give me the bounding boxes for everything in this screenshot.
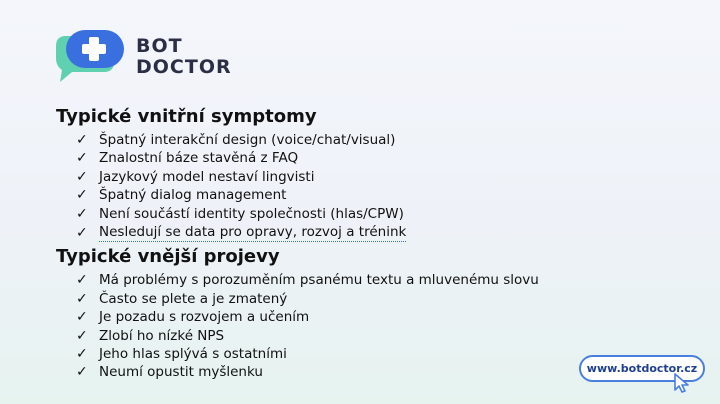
list-item-text: Je pozadu s rozvojem a učením xyxy=(99,309,310,326)
check-icon: ✓ xyxy=(76,290,88,307)
section-title-external: Typické vnější projevy xyxy=(56,246,280,268)
list-item-text: Často se plete a je zmatený xyxy=(99,290,288,307)
check-icon: ✓ xyxy=(76,309,88,326)
check-icon: ✓ xyxy=(76,224,88,241)
list-item-text: Špatný dialog management xyxy=(99,187,287,204)
list-item-text: Znalostní báze stavěná z FAQ xyxy=(99,150,299,167)
list-item xyxy=(76,168,696,186)
list-item xyxy=(76,205,696,223)
list-item xyxy=(76,149,696,167)
slide-content xyxy=(56,106,696,382)
logo-speech-bubble-plus-icon xyxy=(52,28,128,84)
check-icon: ✓ xyxy=(76,364,88,381)
check-icon: ✓ xyxy=(76,346,88,363)
check-icon: ✓ xyxy=(76,205,88,222)
list-item xyxy=(76,223,696,242)
list-item xyxy=(76,186,696,204)
list-item-text: Zlobí ho nízké NPS xyxy=(99,327,225,344)
list-item-text: Jeho hlas splývá s ostatními xyxy=(99,346,287,363)
check-icon: ✓ xyxy=(76,168,88,185)
brand-line-1: BOT xyxy=(136,35,183,57)
brand-line-2: DOCTOR xyxy=(136,56,232,78)
list-item xyxy=(76,271,696,289)
list-item xyxy=(76,131,696,149)
list-item-text: Špatný interakční design (voice/chat/visual) xyxy=(99,132,396,148)
list-item-text: Jazykový model nestaví lingvisti xyxy=(99,168,315,185)
check-icon: ✓ xyxy=(76,272,88,289)
cursor-arrow-icon xyxy=(673,372,693,394)
list-item xyxy=(76,290,696,308)
section-title-internal: Typické vnitřní symptomy xyxy=(56,106,317,127)
website-link[interactable]: www.botdoctor.cz xyxy=(579,355,705,382)
check-icon: ✓ xyxy=(76,132,88,148)
list-item-text: Neumí opustit myšlenku xyxy=(99,364,263,381)
list-item-text: Nesledují se data pro opravy, rozvoj a trénink xyxy=(99,223,406,242)
brand-logo xyxy=(52,28,242,86)
check-icon: ✓ xyxy=(76,187,88,204)
list-item xyxy=(76,308,696,326)
list-item-text: Má problémy s porozuměním psanému textu a mluvenému slovu xyxy=(99,272,539,289)
list-item xyxy=(76,327,696,345)
check-icon: ✓ xyxy=(76,150,88,167)
internal-symptoms-list xyxy=(56,131,696,242)
check-icon: ✓ xyxy=(76,327,88,344)
list-item-text: Není součástí identity společnosti (hlas/CPW) xyxy=(99,205,404,222)
brand-wordmark xyxy=(136,36,232,78)
